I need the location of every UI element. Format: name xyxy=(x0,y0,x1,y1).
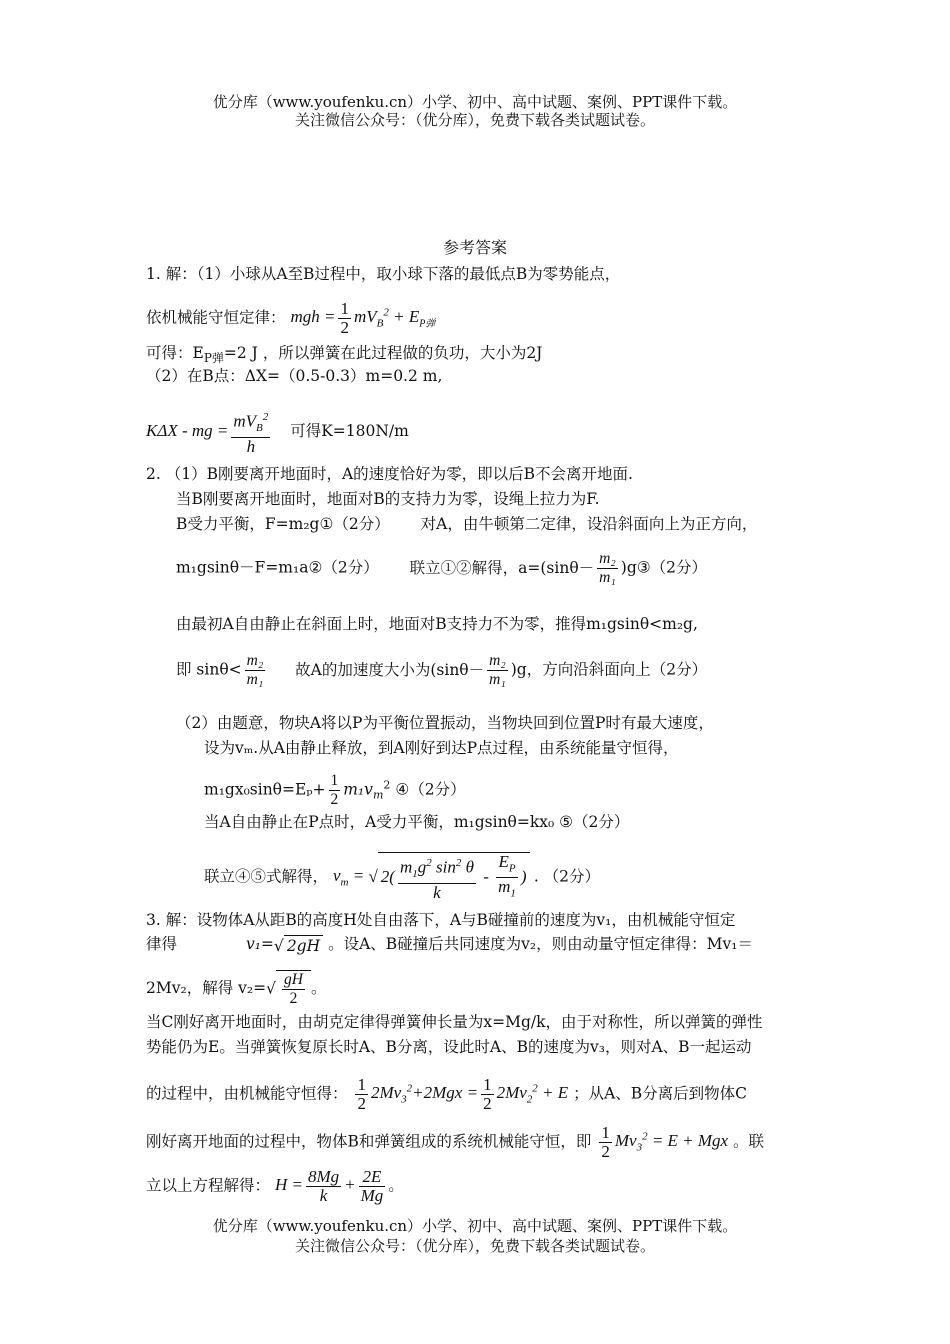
q3-l6-b: ；从A、B分离后到物体C xyxy=(573,1084,748,1103)
q2-half-frac: $\frac{1}{2}$ xyxy=(330,772,339,808)
q3-line-6 xyxy=(146,1076,747,1113)
q3-l3-b: 。 xyxy=(310,979,327,997)
q3-l6-a: 的过程中，由机械能守恒得： xyxy=(146,1084,348,1103)
q1-line-4: （2）在B点：ΔX=（0.5-0.3）m=0.2 m, xyxy=(146,367,443,385)
q3-l8-b: 。 xyxy=(388,1176,404,1195)
q2-frac-num-3: m₂ xyxy=(489,652,506,669)
q2-l3-a: B受力平衡，F=m₂g①（2分） xyxy=(176,515,390,533)
q1-line-3 xyxy=(146,343,542,368)
q2-frac-den-1: m₁ xyxy=(599,569,616,586)
q3-l2-b: v₁= xyxy=(245,935,274,953)
q2-l9-a: m₁gx₀sinθ=Eₚ+ xyxy=(204,780,326,799)
q2-frac-num-1: m₂ xyxy=(599,550,616,567)
q2-mass-ratio-2 xyxy=(245,652,266,689)
q2-frac-num-2: m₂ xyxy=(246,652,264,669)
q1-energy-formula: mgh = $\frac{1}{2}$ $mV_B^2 + E_{P弹}$ xyxy=(290,299,436,337)
q3-energy-formula-1: $\frac{1}{2}$ $2Mv_3^2+2Mgx$ = $\frac{1}{2}$ $2Mv_2^2 + E$ xyxy=(357,1075,569,1113)
q2-l6-a: 即 sinθ< xyxy=(176,660,242,679)
q2-line-5: 由最初A自由静止在斜面上时，地面对B支持力不为零，推得m₁gsinθ<m₂g, xyxy=(176,615,698,633)
q1-l3-a: 可得：E xyxy=(146,344,204,362)
header-line-1: 优分库（www.youfenku.cn）小学、初中、高中试题、案例、PPT课件下载。 xyxy=(212,93,738,111)
q3-line-7 xyxy=(146,1124,764,1161)
q3-height-formula: H = $\frac{8Mg}{k}$ + $\frac{2E}{Mg}$ xyxy=(274,1167,384,1205)
q1-line-2 xyxy=(146,300,435,337)
q1-line-5 xyxy=(146,408,409,456)
q3-l3-a: 2Mv₂，解得 v₂= xyxy=(146,979,267,997)
q3-l8-a: 立以上方程解得： xyxy=(146,1176,271,1195)
header-line-2: 关注微信公众号：（优分库），免费下载各类试题试卷。 xyxy=(294,111,655,129)
q3-line-4: 当C刚好离开地面时，由胡克定律得弹簧伸长量为x=Mg/k，由于对称性，所以弹簧的弹性 xyxy=(146,1013,763,1031)
sqrt-2gH: √ 2gH xyxy=(274,935,323,956)
q2-mass-ratio-1 xyxy=(597,550,618,587)
q3-l2-c: 。设A、B碰撞后共同速度为v₂，则由动量守恒定律得：Mv₁＝ xyxy=(328,935,753,953)
q2-line-10: 当A自由静止在P点时，A受力平衡，m₁gsinθ=kx₀ ⑤（2分） xyxy=(204,813,630,831)
q1-spring-formula: KΔX - mg = $\frac{mV_B^2}{h}$ xyxy=(146,411,269,457)
q3-l7-a: 刚好离开地面的过程中，物体B和弹簧组成的系统机械能守恒，即 xyxy=(146,1132,592,1151)
footer-line-1: 优分库（www.youfenku.cn）小学、初中、高中试题、案例、PPT课件下载。 xyxy=(212,1217,738,1235)
page-title: 参考答案 xyxy=(442,238,507,257)
q2-line-3 xyxy=(176,514,757,534)
sqrt-radical: √ 2( $\frac{m_1g^2 \sin^2 \theta}{k}$ - $\frac{E_P}{m_1}$ ) xyxy=(368,852,529,903)
q2-line-8: 设为vₘ.从A由静止释放，到A刚好到达P点过程，由系统能量守恒得， xyxy=(204,739,679,757)
q2-l3-b: 对A，由牛顿第二定律，设沿斜面向上为正方向， xyxy=(420,515,758,533)
q3-l7-b: 。联 xyxy=(733,1132,765,1151)
sqrt-gH-2: √ $\frac{gH}{2}$ xyxy=(266,970,311,1008)
q2-line-9: m₁gx₀sinθ=Eₚ+ $\frac{1}{2}$ $m_1v_m^2$ ④（2分） xyxy=(204,772,466,808)
q2-l9-c: ④（2分） xyxy=(395,780,466,799)
q2-line-4 xyxy=(176,550,707,587)
q2-l9-b: m₁v xyxy=(343,780,373,799)
q2-l4-c: )g③（2分） xyxy=(620,558,707,577)
q1-line-2-prefix: 依机械能守恒定律： xyxy=(146,308,286,327)
q2-line-6 xyxy=(176,652,707,689)
q2-vmax-formula: $v_m$ = √ 2( $\frac{m_1g^2 \sin^2 \theta}{k}$ - $\frac{E_P}{m_1}$ ) xyxy=(333,866,534,885)
q3-line-2 xyxy=(146,934,753,956)
q2-line-1: 2. （1）B刚要离开地面时，A的速度恰好为零，即以后B不会离开地面. xyxy=(146,465,633,483)
q2-l4-b: 联立①②解得，a=(sinθ－ xyxy=(409,558,595,577)
q3-line-8 xyxy=(146,1168,404,1205)
q2-line-2: 当B刚要离开地面时，地面对B的支持力为零，设绳上拉力为F. xyxy=(176,490,600,508)
q3-line-5: 势能仍为E。当弹簧恢复原长时A、B分离，设此时A、B的速度为v₃，则对A、B一起运动 xyxy=(146,1038,752,1056)
q3-line-1: 3. 解：设物体A从距B的高度H处自由落下，A与B碰撞前的速度为v₁，由机械能守恒定 xyxy=(146,911,736,929)
q2-line-7: （2）由题意，物块A将以P为平衡位置振动，当物块回到位置P时有最大速度， xyxy=(176,714,714,732)
q2-frac-den-3: m₁ xyxy=(489,671,506,688)
footer-line-2: 关注微信公众号：（优分库），免费下载各类试题试卷。 xyxy=(294,1237,655,1255)
q2-mass-ratio-3 xyxy=(487,652,508,689)
q3-line-3 xyxy=(146,970,326,1008)
q2-frac-den-2: m₁ xyxy=(246,671,264,688)
q2-l6-b: 故A的加速度大小为(sinθ－ xyxy=(295,660,485,679)
q2-l11-b: （2分） xyxy=(543,867,601,886)
q2-l6-c: )g，方向沿斜面向上（2分） xyxy=(510,660,708,679)
q1-l3-sub: P弹 xyxy=(203,351,224,366)
q1-line-1: 1. 解：（1）小球从A至B过程中，取小球下落的最低点B为零势能点， xyxy=(146,265,621,283)
q1-l5-rest: 可得K=180N/m xyxy=(290,421,409,440)
q1-l3-b: =2 J ，所以弹簧在此过程做的负功，大小为2J xyxy=(223,344,543,362)
q3-l2-a: 律得 xyxy=(146,935,178,953)
q2-l11-a: 联立④⑤式解得， xyxy=(204,867,329,886)
q3-energy-formula-2: $\frac{1}{2}$ $Mv_3^2 = E$ + Mgx xyxy=(601,1123,729,1161)
q2-line-11: 联立④⑤式解得， $v_m$ = √ 2( $\frac{m_1g^2 \sin^2 \theta}{k}$ - $\frac{E_P}{m_1}$ ) . （2分） xyxy=(204,852,601,902)
q2-l4-a: m₁gsinθ－F=m₁a②（2分） xyxy=(176,558,379,577)
